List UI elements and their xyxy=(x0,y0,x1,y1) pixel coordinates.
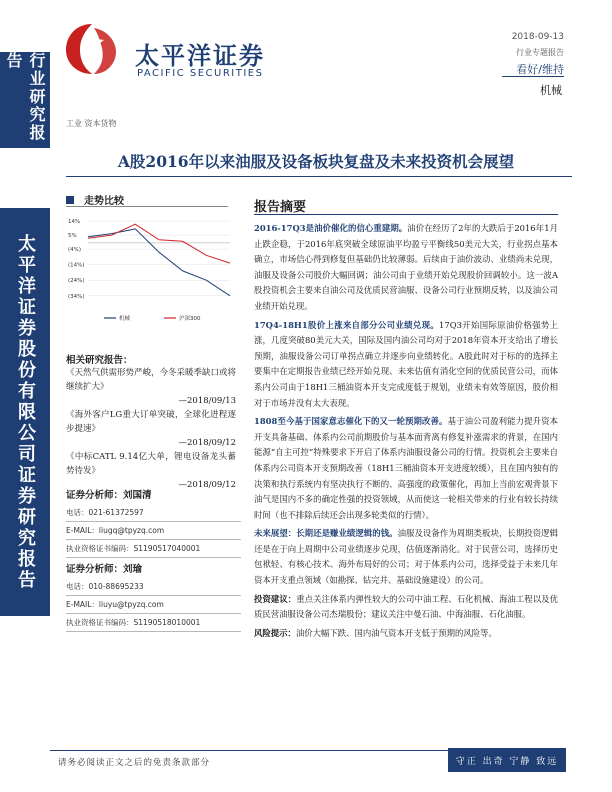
report-type: 行业专题报告 xyxy=(516,48,564,57)
legend-label: 沪深300 xyxy=(179,316,201,322)
paragraph-body: 17Q3开始国际原油价格强势上涨，几度突破80美元大关，国际及国内油公司均对于2018年资本开支给出了增长预期，油服设备公司订单拐点确立并逐步向业绩转化。A股此时对于标的的选择主要集中在定期报告业绩已经开始兑现、未来估值有消化空间的优质民营公司，而体系内公司由于18H1三桶油资本开支完成度低于规划，业绩未有效等原因，股价相对于市场并没有太大表现。 xyxy=(254,319,558,408)
related-report-title[interactable]: 《中标CATL 9.14亿大单，锂电设备龙头蓄势待发》 xyxy=(66,452,236,476)
y-tick-label: (34%) xyxy=(68,293,85,300)
related-title: 相关研究报告： xyxy=(66,355,133,366)
summary-paragraph xyxy=(254,318,558,412)
footer-disclaimer: 请务必阅读正文之后的免责条款部分 xyxy=(58,758,211,768)
related-report-title[interactable]: 《天然气供需形势严峻，今冬采暖季缺口或将继续扩大》 xyxy=(66,368,237,392)
paragraph-lead: 1808至今基于国家意志催化下的又一轮预期改善。 xyxy=(254,416,448,427)
y-tick-label: 14% xyxy=(68,219,81,226)
y-tick-label: (4%) xyxy=(68,247,82,254)
summary-divider xyxy=(254,214,558,215)
related-report-date: —2018/09/13 xyxy=(178,396,236,406)
y-tick-label: 5% xyxy=(68,233,77,240)
analyst-card xyxy=(66,562,241,632)
related-list xyxy=(66,366,236,492)
brand-name-cn: 太平洋证券 xyxy=(135,42,265,70)
analyst-card xyxy=(66,488,241,558)
summary-paragraph xyxy=(254,221,558,315)
analyst-name: 证券分析师：刘国清 xyxy=(66,490,152,501)
related-report-date: —2018/09/12 xyxy=(178,438,236,448)
page-title: A股2016年以来油服及设备板块复盘及未来投资机会展望 xyxy=(117,152,515,171)
paragraph-lead: 未来展望：长期还是赚业绩逻辑的钱。 xyxy=(254,528,398,539)
header-divider xyxy=(502,76,564,77)
trend-divider xyxy=(66,206,228,207)
analyst-license: 执业资格证书编码：S1190517040001 xyxy=(66,540,241,558)
paragraph-body: 油价大幅下跌、国内油气资本开支低于预期的风险等。 xyxy=(295,627,497,638)
summary-paragraph xyxy=(254,414,558,523)
analyst-name: 证券分析师：刘瑜 xyxy=(66,564,143,575)
paragraph-lead: 17Q4-18H1股价上涨来自部分公司业绩兑现。 xyxy=(254,319,440,330)
paragraph-lead: 投资建议： xyxy=(254,593,297,604)
header-meta xyxy=(512,30,564,78)
summary-body xyxy=(254,221,558,644)
rating: 看好/维持 xyxy=(516,63,564,76)
related-report-date: —2018/09/12 xyxy=(178,480,236,490)
brand-name-en: PACIFIC SECURITIES xyxy=(137,68,264,79)
summary-paragraph xyxy=(254,626,558,642)
legend-label: 机械 xyxy=(119,316,131,322)
trend-chart xyxy=(66,210,236,328)
pacific-logo-icon xyxy=(62,20,122,78)
paragraph-body: 基于油公司盈利能力提升资本开支具备基础、体系内公司前期股价与基本面背离有修复补涨需求的背景，在国内能源“自主可控”特殊要求下开启了体系内油服设备公司的行情。投资机会主要来自体系内公司资本开支预期改善（18H1三桶油资本开支进度较缓），且在国内独有的决策和执行系统内有坚决执行不断的、高强度的政策催化，再加上当前宏观背景下油气是国内不多的确定性强的投资领域，从而使这一轮相关带来的行业有较长持续时间（也不排除后续还会出现多轮类似的行情）。 xyxy=(254,416,559,520)
analyst-email[interactable]: E-MAIL：liugq@tpyzq.com xyxy=(66,522,241,540)
paragraph-lead: 风险提示： xyxy=(254,627,296,638)
related-report-title[interactable]: 《海外客户LG重大订单突破，全球化进程逐步提速》 xyxy=(66,410,236,434)
sector: 机械 xyxy=(540,84,562,97)
trend-heading xyxy=(66,192,124,207)
summary-title: 报告摘要 xyxy=(254,200,307,215)
analyst-phone: 电话：010-88695233 xyxy=(66,578,241,596)
summary-paragraph xyxy=(254,526,558,588)
paragraph-body: 油服及设备作为周期类板块，长期投资逻辑还是在于向上周期中公司业绩逐步兑现，估值逐渐消化。对于民营公司，选择历史包袱轻、有核心技术、海外布局好的公司；对于体系内公司，选择受益于未来几年资本开支重点领域（如勘探、钻完井、基础设施建设）的公司。 xyxy=(254,528,559,586)
analyst-email[interactable]: E-MAIL：liuyu@tpyzq.com xyxy=(66,596,241,614)
footer-motto: 守正 出奇 宁静 致远 xyxy=(448,748,566,772)
summary-paragraph xyxy=(254,592,558,623)
y-tick-label: (24%) xyxy=(68,278,85,285)
section-marker-icon xyxy=(66,196,74,204)
series-line-1 xyxy=(88,224,230,263)
title-divider xyxy=(66,176,572,177)
side-top-label: 行业研究报告 xyxy=(0,52,50,148)
paragraph-body: 重点关注体系内弹性较大的公司中油工程、石化机械、海油工程以及优质民营油服设备公司杰瑞股份；建议关注中曼石油、中海油服、石化油服。 xyxy=(254,593,558,620)
analyst-phone: 电话：021-61372597 xyxy=(66,504,241,522)
trend-heading-label: 走势比较 xyxy=(84,196,124,207)
paragraph-body: 油价在经历了2年的大跌后于2016年1月止跌企稳，于2016年底突破全球原油平均盈亏平衡线50美元大关，行业拐点基本确立，市场信心得到修复但基础仍比较薄弱。后续由于油价波动、业绩尚未兑现，油服及设备公司股价大幅回调；油公司由于业绩开始兑现股价回调较小。这一波A股投资机会主要来自油公司及优质民营油服、设备公司行业预期反转，以及油公司业绩开始兑现。 xyxy=(254,223,558,311)
report-date: 2018-09-13 xyxy=(511,32,564,42)
series-line-0 xyxy=(88,229,230,296)
paragraph-lead: 2016-17Q3是油价催化的信心重建期。 xyxy=(254,223,408,233)
y-tick-label: (14%) xyxy=(68,262,85,269)
category: 工业 资本货物 xyxy=(66,119,117,128)
side-bottom-label: 太平洋证券股份有限公司证券研究报告 xyxy=(0,208,50,616)
analyst-license: 执业资格证书编码：S1190518010001 xyxy=(66,614,241,632)
